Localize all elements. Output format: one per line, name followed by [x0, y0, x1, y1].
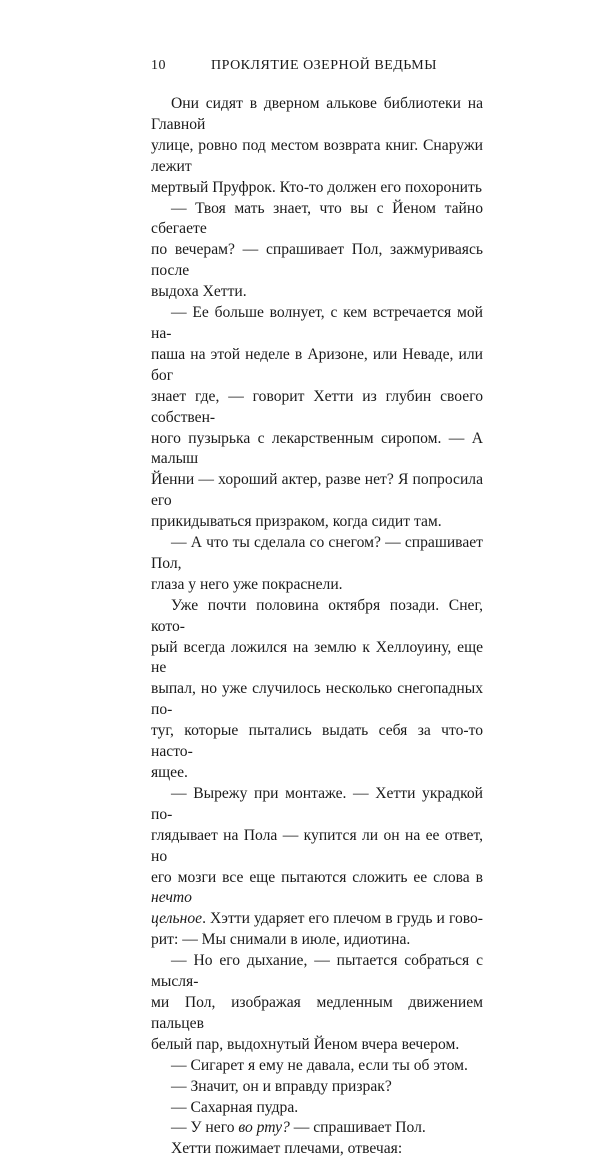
paragraph: [151, 784, 483, 951]
paragraph: [151, 596, 483, 784]
text-line: — А что ты сделала со снегом? — спрашивает Пол,: [151, 534, 483, 572]
text-line-with-italic: [151, 868, 483, 910]
paragraph: [151, 1077, 483, 1098]
text-segment: . Хэтти ударяет его плечом в грудь и гово-: [202, 910, 483, 928]
paragraph: [151, 533, 483, 596]
text-line: туг, которые пытались выдать себя за что-то насто-: [151, 722, 483, 761]
text-line-with-italic: [151, 909, 483, 930]
text-line: Йенни — хороший актер, разве нет? Я попросила его: [151, 471, 483, 510]
text-line: ного пузырька с лекарственным сиропом. — А малыш: [151, 429, 483, 468]
page-number: 10: [151, 58, 166, 73]
paragraph: [151, 951, 483, 1056]
text-line: по вечерам? — спрашивает Пол, зажмуриваясь после: [151, 241, 483, 280]
paragraph: [151, 1118, 483, 1139]
paragraph: [151, 1139, 483, 1160]
text-line: глядывает на Пола — купится ли он на ее ответ, но: [151, 826, 483, 865]
text-line: Они сидят в дверном алькове библиотеки на Главной: [151, 95, 483, 133]
text-line: рит: — Мы снимали в июле, идиотина.: [151, 931, 411, 949]
paragraph: [151, 1056, 483, 1077]
paragraph: [151, 94, 483, 199]
text-line: — Значит, он и вправду призрак?: [171, 1077, 392, 1095]
text-line: паша на этой неделе в Аризоне, или Неваде, или бог: [151, 345, 483, 384]
italic-phrase: во рту?: [238, 1119, 290, 1137]
body-text: [151, 94, 483, 1160]
text-line: белый пар, выдохнутый Йеном вчера вечером.: [151, 1035, 460, 1053]
text-line: — Сахарная пудра.: [171, 1098, 299, 1116]
text-line: улице, ровно под местом возврата книг. Снаружи лежит: [151, 136, 483, 175]
paragraph: [151, 1098, 483, 1119]
italic-word: цельное: [151, 910, 203, 928]
text-line: глаза у него уже покраснели.: [151, 575, 343, 593]
text-line: ящее.: [151, 764, 188, 781]
text-line: — Ее больше волнует, с кем встречается мой на-: [151, 304, 483, 342]
text-line: мертвый Пруфрок. Кто-то должен его похоронить: [151, 178, 482, 196]
text-segment: — У него: [171, 1119, 239, 1137]
text-line: выдоха Хетти.: [151, 283, 247, 301]
text-line: прикидываться призраком, когда сидит там.: [151, 513, 442, 531]
text-line: Уже почти половина октября позади. Снег, кото-: [151, 596, 483, 635]
text-line: знает где, — говорит Хетти из глубин своего собствен-: [151, 387, 483, 426]
paragraph: [151, 303, 483, 533]
text-line-with-italic: [151, 1118, 483, 1139]
text-line: рый всегда ложился на землю к Хеллоуину, еще не: [151, 638, 483, 677]
paragraph: [151, 199, 483, 304]
text-line: — Вырежу при монтаже. — Хетти украдкой по-: [151, 784, 483, 823]
text-line: — Но его дыхание, — пытается собраться с мысля-: [151, 952, 483, 991]
italic-word: нечто: [151, 889, 192, 907]
text-segment: его мозги все еще пытаются сложить ее слова в: [151, 868, 483, 886]
text-line: — Твоя мать знает, что вы с Йеном тайно сбегаете: [151, 199, 483, 238]
running-head: [151, 58, 600, 78]
text-line: Хетти пожимает плечами, отвечая:: [171, 1140, 403, 1158]
text-line: выпал, но уже случилось несколько снегопадных по-: [151, 680, 483, 719]
text-line: — Сигарет я ему не давала, если ты об этом.: [171, 1056, 468, 1074]
text-line: ми Пол, изображая медленным движением пальцев: [151, 993, 483, 1032]
text-segment: — спрашивает Пол.: [289, 1119, 426, 1137]
book-title: ПРОКЛЯТИЕ ОЗЕРНОЙ ВЕДЬМЫ: [211, 58, 437, 73]
